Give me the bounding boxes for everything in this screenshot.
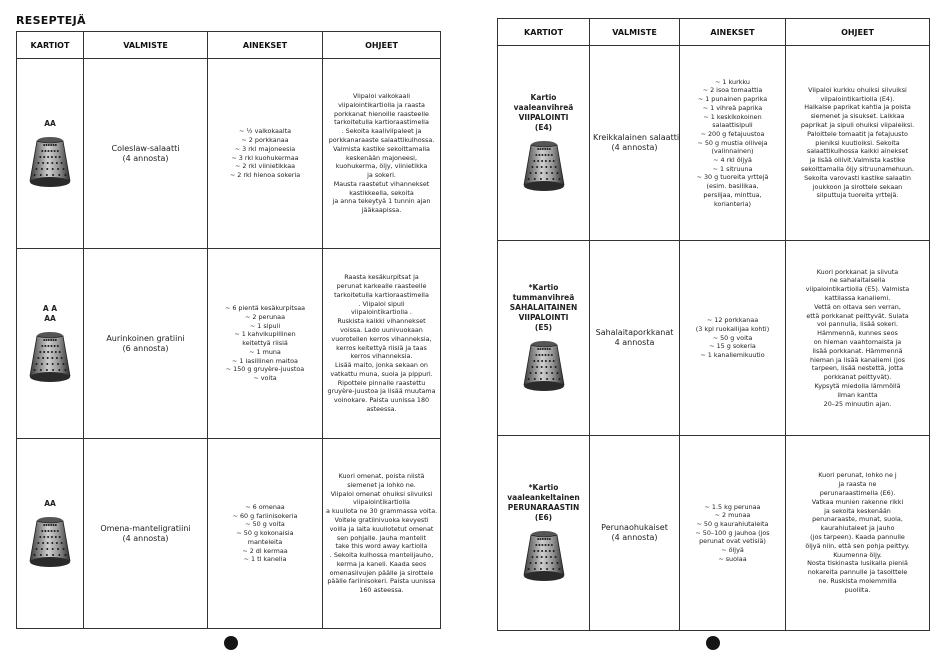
cell-ohjeet [323,439,441,629]
ohjeet-line: voinokare. Paista uunissa 180 [333,396,430,405]
cell-kartiot [498,46,590,241]
ainekset-line: ~ 30 g tuoreita yrttejä [696,173,769,182]
ainekset-line: ~ 3 rkl kuohukermaa [231,153,299,162]
cell-ainekset [680,436,786,631]
cell-kartiot [17,59,84,249]
recipe-row [17,249,441,439]
ohjeet-line: joukkoon ja sirottele sekaan [812,182,903,191]
cell-valmiste [84,249,208,439]
ohjeet-line: keskenään majoneesi, [346,153,417,162]
ainekset-line: ~ 1 tl kanelia [243,555,287,564]
kartiot-line: *Kartio [528,283,559,292]
ohjeet-line: viipalointikartiolla [353,498,410,507]
ainekset-line: ~ 4 rkl öljyä [713,156,752,165]
ohjeet-line: viipalointikartiolla . [351,308,412,317]
ohjeet-line: perunaraaste, munat, suola, [812,515,903,524]
ainekset-line: ~ 1 keskikokoinen [703,112,762,121]
ohjeet-line: hieman ja lisää kanaliemi (jos [810,355,905,364]
ainekset-line: ~ 50 g voita [245,520,285,529]
ainekset-line: ~ 3 rkl majoneesia [234,144,296,153]
ainekset-line: ~ 50 g voita [712,333,753,342]
cell-ainekset [208,249,323,439]
kartiot-line: (E6) [534,513,553,522]
cell-ohjeet [786,436,930,631]
ohjeet-line: ne sahalaitaisella [829,276,886,285]
valmiste-line: Perunaohukaiset [601,523,668,532]
kartiot-line: AA [44,118,56,128]
ainekset-line: ~ 1 lasillinen maitoa [232,356,298,365]
ohjeet-line: Lisää maito, jonka sekaan on [335,361,428,370]
ohjeet-line: tarpeen, lisää nestettä, jotta [811,364,904,373]
page-marker-left [224,636,238,650]
ainekset-line: ~ 1 sitruuna [712,164,753,173]
ohjeet-line: Kypsytä miedolla lämmöllä [814,381,901,390]
cell-valmiste [590,436,680,631]
ohjeet-line: voissa. Lado uunivuokaan [340,325,423,334]
ohjeet-line: sen pohjalle. Jauha mantelit [336,533,427,542]
cell-kartiot [17,439,84,629]
ohjeet-line: kaurahiutaleet ja jauho [820,524,895,533]
ohjeet-line: kerros vihanneksia. [350,352,413,361]
ohjeet-line: siemenet ja lohko ne. [347,480,416,489]
table-header-row [498,19,930,46]
recipe-row [498,241,930,436]
ainekset-line: ~ 1.5 kg perunaa [704,502,761,511]
ainekset-line: ~ 1 kurkku [715,77,750,86]
grater-drum-icon [27,515,73,569]
grater-drum-icon [27,135,73,189]
valmiste-line: Omena-manteligratiini [100,523,191,533]
ainekset-line: ~ 2 dl kermaa [242,546,288,555]
ohjeet-line: Halkaise paprikat kahtia ja poista [804,103,911,112]
grater-drum-icon [27,330,73,384]
ohjeet-line: Viipaloi kurkku ohuiksi siivuiksi [808,85,907,94]
ohjeet-line: ja lisää oliivit.Valmista kastike [809,156,906,165]
ohjeet-line: voi pannulla, lisää sokeri. [817,320,898,329]
ohjeet-line: porkkanaraaste salaattikulhossa. [328,135,435,144]
kartiot-line: PERUNARAASTIN [507,503,580,512]
ohjeet-line: viipalointikartiolla (E4). [820,94,895,103]
ohjeet-line: kuohukerma, öljy, viinietikka [335,162,428,171]
cell-ohjeet [786,46,930,241]
ohjeet-line: gruyère-juustoa ja lisää muutama [327,387,436,396]
recipe-row [17,59,441,249]
ohjeet-line: perunaraastimella (E6). [819,489,896,498]
ohjeet-line: . Sekoita kulhossa mantelijauho, [329,551,434,560]
kartiot-line: AA [44,313,56,323]
page-marker-right [706,636,720,650]
ainekset-line: ~ voita [253,373,277,382]
ohjeet-line: Sekoita varovasti kastike salaatin [804,173,911,182]
ainekset-line: ~ 200 g fetajuustoa [700,129,765,138]
ohjeet-line: 20–25 minuutin ajan. [823,399,892,408]
ohjeet-line: jääkaapissa. [361,206,402,215]
valmiste-line: (4 annosta) [122,153,169,163]
ohjeet-line: öljyä niin, että sen pohja peittyy. [805,541,910,550]
ohjeet-line: kattilassa kanaliemi. [824,294,891,303]
page-title: RESEPTEJÄ [16,14,86,27]
cell-valmiste [590,46,680,241]
kartiot-line: VIIPALOINTI [518,113,569,122]
valmiste-line: 4 annosta [614,338,655,347]
ohjeet-line: Kuori omenat, poista niistä [338,471,425,480]
ohjeet-line: porkkanat peittyvät). [823,373,892,382]
valmiste-line: Coleslaw-salaatti [111,143,180,153]
valmiste-line: (4 annosta) [611,143,658,152]
ohjeet-line: kastikkeella, sekoita [349,188,414,197]
valmiste-line: Aurinkoinen gratiini [106,333,185,343]
ohjeet-line: on hieman vaahtomaista ja [813,338,902,346]
ainekset-line: ~ 2 munaa [714,511,751,520]
recipe-row [17,439,441,629]
ohjeet-line: viipalointikartiolla (E5). Valmista [805,285,910,294]
ohjeet-line: voilla ja laita kuullotetut omenat [329,524,434,533]
valmiste-line: (4 annosta) [611,533,658,542]
header-ainekset: AINEKSET [208,32,323,59]
ainekset-line: ~ 1 kahvikupillinen [234,330,296,339]
kartiot-line: AA [44,498,56,508]
cell-ohjeet [786,241,930,436]
ohjeet-line: . Viipaloi sipuli [358,299,405,308]
ohjeet-line: ja sokeri. [367,171,396,180]
header-valmiste: VALMISTE [84,32,208,59]
valmiste-line: (4 annosta) [122,533,169,543]
ohjeet-line: porkkanat hienoille raasteelle [334,109,429,118]
cell-ohjeet [323,59,441,249]
valmiste-line: Sahalaitaporkkanat [595,328,674,337]
cell-kartiot [498,436,590,631]
ohjeet-line: a kuullota ne 30 grammassa voita. [326,507,438,516]
ohjeet-line: omenasiivujen päälle ja sirottele [329,568,434,577]
kartiot-line: vaaleankeltainen [507,493,580,502]
cell-valmiste [590,241,680,436]
valmiste-line: (6 annosta) [122,343,169,353]
ainekset-line: ~ 6 omenaa [245,503,285,512]
cell-valmiste [84,439,208,629]
ohjeet-line: ja sekoita keskenään [824,506,891,515]
ohjeet-line: puolilta. [844,585,871,594]
grater-drum-icon [521,139,567,193]
ainekset-line: ~ 12 porkkanaa [706,316,759,325]
ainekset-line: ~ 2 rkl viinietikkaa [234,162,296,171]
grater-drum-icon [521,529,567,583]
kartiot-line: Kartio [530,93,557,102]
recipe-row [498,46,930,241]
ohjeet-line: tarkoitetulla kartioraastimella [334,290,429,299]
ohjeet-line: Nosta tiskinasta lusikalla pieniä [807,559,908,568]
ohjeet-line: Paloittele tomaatit ja fetajuusto [807,129,908,138]
ainekset-line: manteleita [247,537,283,546]
cell-valmiste [84,59,208,249]
ohjeet-line: Vettä on oltava sen verran, [814,302,901,311]
header-valmiste: VALMISTE [590,19,680,46]
ohjeet-line: että porkkanat peittyvät. Sulata [806,311,909,320]
kartiot-line: tummanvihreä [512,293,575,302]
kartiot-line: *Kartio [528,483,559,492]
ohjeet-line: nokareita pannulle ja tasoittele [807,568,908,577]
ainekset-line: ~ öljyä [721,546,744,555]
ohjeet-line: Kuori porkkanat ja siivuta [816,267,899,276]
ainekset-line: ~ 50 g kokonaisia [236,529,294,538]
header-kartiot: KARTIOT [498,19,590,46]
ohjeet-line: silputtuja tuoreita yrttejä. [816,191,899,200]
ainekset-line: ~ 6 pientä kesäkurpitsaa [224,304,306,313]
ohjeet-line: Ruskista kaikki vihannekset [337,317,426,326]
kartiot-line: (E4) [534,123,553,132]
ainekset-line: ~ 50 g kaurahiutaleita [696,519,769,528]
ainekset-line: ~ 60 g fariinisokeria [232,511,298,520]
ohjeet-line: ne. Ruskista molemmilla [818,576,897,585]
ainekset-line: ~ 1 punainen paprika [697,95,768,104]
header-ainekset: AINEKSET [680,19,786,46]
ohjeet-line: pieniksi kuutioiksi. Sekoita [815,138,900,147]
ohjeet-line: Raasta kesäkurpitsat ja [344,273,419,282]
kartiot-line: VIIPALOINTI [518,313,569,322]
ainekset-line: (valinnainen) [711,147,754,156]
recipe-row [498,436,930,631]
ohjeet-line: sekoittamalla öljy sitruunamehuun. [801,164,914,173]
cell-ainekset [680,46,786,241]
valmiste-line: Kreikkalainen salaatti [593,133,680,142]
kartiot-line: vaaleanvihreä [513,103,574,112]
ohjeet-line: Valmista kastike sekoittamalla [333,144,430,153]
cell-ainekset [208,439,323,629]
ainekset-line: (esim. basilikaa, [706,182,759,191]
ohjeet-line: Viipaloi omenat ohuiksi siivuiksi [330,489,433,498]
ainekset-line: ~ 2 rkl hienoa sokeria [229,170,301,179]
kartiot-line: A A [42,303,58,313]
ohjeet-line: Kuumenna öljy. [833,550,882,559]
ohjeet-line: Hämmennä, kunnes seos [817,329,898,338]
ohjeet-line: 160 asteessa. [359,586,404,595]
ohjeet-line: kerma ja kaneli. Kaada seos [336,559,427,568]
ohjeet-line: vatkattu muna, suola ja pippuri. [330,369,433,378]
cell-kartiot [17,249,84,439]
ohjeet-line: ja raasta ne [838,480,877,489]
ohjeet-line: lisää porkkanat. Hämmennä [812,346,903,355]
ainekset-line: persiljaa, minttua, [703,190,762,199]
ohjeet-line: siemenet ja sisukset. Laikkaa [810,112,905,121]
ohjeet-line: Vatkaa munien rakenne rikki [811,497,904,506]
cell-ainekset [680,241,786,436]
ohjeet-line: paprikat ja sipuli ohuiksi viipaleiksi. [800,121,915,129]
recipe-table-right [497,18,930,631]
ainekset-line: ~ 1 vihreä paprika [702,103,763,112]
ohjeet-line: kerros keitettyä riisiä ja taas [336,343,427,352]
ainekset-line: ~ 150 g gruyère-juustoa [225,365,305,374]
ainekset-line: ~ 1 muna [249,347,281,356]
ainekset-line: ~ ½ valkokaalta [238,127,292,136]
ohjeet-line: take this word away kartiolla [335,542,428,551]
header-kartiot: KARTIOT [17,32,84,59]
ainekset-line: ~ 50–100 g jauhoa (jos [695,528,770,537]
grater-drum-icon [521,339,567,393]
ohjeet-line: ja anna tekeytyä 1 tunnin ajan [332,197,431,206]
ohjeet-line: Voitele gratiinivuoka kevyesti [334,515,429,524]
ohjeet-line: Mausta raastetut vihannekset [333,179,430,188]
ohjeet-line: Viipaloi valkokaali [352,91,411,100]
ainekset-line: (3 kpl ruokailijaa kohti) [695,324,770,333]
ohjeet-line: Kuori perunat, lohko ne j [818,471,897,480]
ohjeet-line: salaattikulhossa kaikki ainekset [806,147,909,156]
ainekset-line: salaattisipuli [712,121,753,130]
ainekset-line: ~ suolaa [718,554,747,563]
ainekset-line: ~ 15 g sokeria [709,342,756,351]
cell-ainekset [208,59,323,249]
header-ohjeet: OHJEET [786,19,930,46]
ohjeet-line: Ripottele pinnalle raastettu [337,378,426,387]
ainekset-line: ~ 1 kanaliemikuutio [700,351,765,360]
cell-ohjeet [323,249,441,439]
ohjeet-line: tarkoitetulla kartioraastimella [334,118,429,127]
ainekset-line: keitettyä riisiä [242,339,288,348]
ohjeet-line: asteessa. [366,405,397,414]
ohjeet-line: ilman kantta [837,390,878,399]
ainekset-line: ~ 2 porkkanaa [241,136,289,145]
ainekset-line: korianteria) [713,199,751,208]
ainekset-line: ~ 1 sipuli [249,321,281,330]
ohjeet-line: (jos tarpeen). Kaada pannulle [810,533,905,541]
ohjeet-line: . Sekoita kaaliviipaleet ja [341,127,422,136]
kartiot-line: SAHALAITAINEN [509,303,578,312]
header-ohjeet: OHJEET [323,32,441,59]
ohjeet-line: päälle fariinisokeri. Paista uunissa [327,577,436,586]
ohjeet-line: viipalointikartiolla ja raasta [338,100,425,109]
kartiot-line: (E5) [534,323,553,332]
ainekset-line: ~ 2 isoa tomaattia [702,86,763,95]
ohjeet-line: vuorotellen kerros vihanneksia, [331,334,432,343]
table-header-row [17,32,441,59]
ainekset-line: ~ 2 perunaa [244,313,286,322]
cell-kartiot [498,241,590,436]
ohjeet-line: perunat karkealle raasteelle [336,281,427,290]
ainekset-line: perunat ovat vetisiä) [699,537,766,546]
recipe-table-left [16,31,441,629]
ainekset-line: ~ 50 g mustia oliiveja [697,138,768,147]
